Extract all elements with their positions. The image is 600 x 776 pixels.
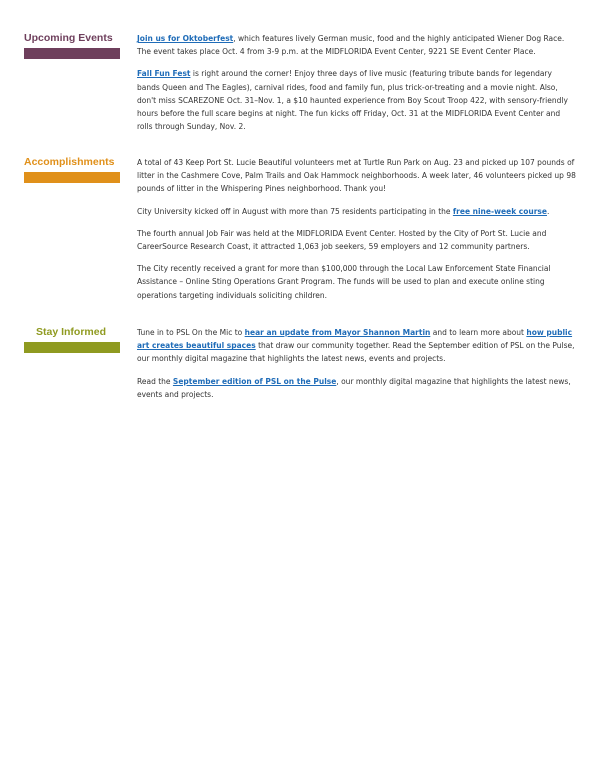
psl-pulse-text-b: , our monthly digital magazine that highlights the latest news, events and projects.	[137, 376, 571, 399]
upcoming-events-label	[24, 32, 120, 59]
oktoberfest-link[interactable]: Join us for Oktoberfest	[137, 34, 234, 43]
psl-mic-text-c: that draw our community together. Read the September edition of PSL on the Pulse, our monthly digital magazine that highlights the latest news, events and projects.	[137, 341, 575, 364]
psl-mic-text-a: Tune in to PSL On the Mic to	[137, 328, 245, 337]
oktoberfest-text: , which features lively German music, food and the highly anticipated Wiener Dog Race. The event takes place Oct. 4 from 3-9 p.m. at the MIDFLORIDA Event Center, 9221 SE Event Center Place.	[137, 34, 565, 57]
psl-pulse-link[interactable]: September edition of PSL on the Pulse	[172, 376, 337, 386]
psl-mic-text-b: and to learn more about	[430, 328, 527, 337]
grant-paragraph: The City recently received a grant for more than $100,000 through the Local Law Enforcement State Financial Assistance – Online Sting Operations Grant Program. The funds will be used to plan and execute online sting operations targeting individuals soliciting children.	[137, 264, 551, 300]
accomplishments-label	[24, 156, 120, 183]
fall-fun-fest-paragraph	[137, 67, 577, 133]
stay-informed-heading: Stay Informed	[36, 326, 107, 338]
city-university-paragraph	[137, 205, 577, 218]
accomplishments-bar	[24, 172, 120, 183]
stay-informed-bar	[24, 342, 120, 353]
upcoming-events-bar	[24, 48, 120, 59]
oktoberfest-paragraph	[137, 32, 577, 58]
upcoming-events-content	[137, 32, 577, 142]
litter-cleanup-paragraph: A total of 43 Keep Port St. Lucie Beautiful volunteers met at Turtle Run Park on Aug. 23 and picked up 107 pounds of litter in the Cashmere Cove, Palm Trails and Oak Hammock neighborhoods. A week later, 46 volunteers picked up 98 pounds of litter in the Whispering Pines neighborhood. Thank you!	[137, 158, 576, 194]
stay-informed-content	[137, 326, 577, 410]
psl-pulse-paragraph	[137, 375, 577, 401]
accomplishments-content	[137, 156, 577, 311]
fall-fun-fest-link[interactable]: Fall Fun Fest	[137, 69, 191, 79]
public-art-link[interactable]: how public art creates beautiful spaces	[137, 328, 573, 351]
psl-pulse-text-a: Read the	[137, 376, 173, 386]
free-course-link[interactable]: free nine-week course	[452, 206, 547, 216]
accomplishments-heading: Accomplishments	[24, 156, 115, 168]
city-university-text: City University kicked off in August with more than 75 residents participating in the	[137, 206, 453, 216]
mayor-update-link[interactable]: hear an update from Mayor Shannon Martin	[244, 328, 431, 337]
city-university-tail: .	[546, 206, 550, 216]
job-fair-paragraph: The fourth annual Job Fair was held at the MIDFLORIDA Event Center. Hosted by the City of Port St. Lucie and CareerSource Research Coast, it attracted 1,063 job seekers, 59 employers and 12 community partners.	[137, 228, 547, 252]
upcoming-events-heading: Upcoming Events	[24, 32, 113, 44]
psl-on-the-mic-paragraph	[137, 326, 577, 366]
stay-informed-label	[24, 326, 120, 353]
fall-fun-fest-text: is right around the corner! Enjoy three days of live music (featuring tribute bands for legendary bands Queen and The Eagles), carnival rides, food and family fun, plus trick-or-treating and a movie night. Also, don't miss SCAREZONE Oct. 31–Nov. 1, a $10 haunted experience from Boy Scout Troop 422, with sensory-friendly hours before the full scare begins at night. The fun kicks off Friday, Oct. 31 at the MIDFLORIDA Event Center and rolls through Sunday, Nov. 2.	[137, 69, 568, 132]
